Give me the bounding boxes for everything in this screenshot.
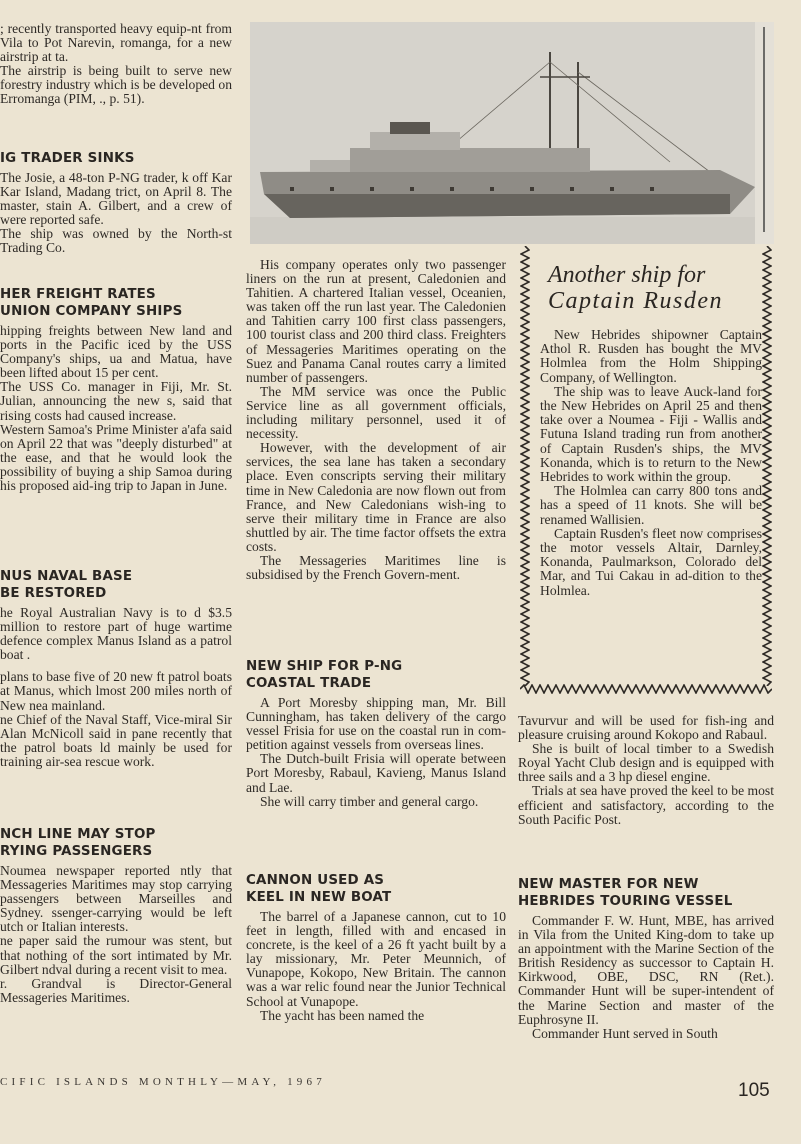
article-naval-base [0,568,232,769]
paragraph: hipping freights between New land and ports in the Pacific iced by the USS Company's ships, ua and Matua, have been lifted about 15 per cent. [0,323,232,381]
article-airstrip-intro [0,22,232,107]
article-heading: HER FREIGHT RATES [0,287,156,302]
article-cannon-continued [518,714,774,827]
article-heading: KEEL IN NEW BOAT [246,890,392,905]
paragraph: His company operates only two passenger liners on the run at present, Caledonien and Tahitien. A chartered Italian vessel, Oceanien, was taken off the run last year. The Caledonien and Tahitien carry 100 first class passengers, 100 tourist class and 200 third class. Freighters of Messageries Maritimes operating on the Suez and Panama Canal routes carry a limited number of passengers. [246,257,506,385]
paragraph: Trials at sea have proved the keel to be most efficient and satisfactory, according to the South Pacific Post. [518,783,774,827]
ship-photo [250,22,774,244]
article-heading: CANNON USED AS [246,873,385,888]
paragraph: The ship was owned by the North-st Trading Co. [0,226,232,256]
paragraph: he Royal Australian Navy is to d $3.5 million to restore part of huge wartime defence complex Manus Island as a patrol boat . [0,605,232,663]
paragraph: However, with the development of air services, the sea lane has taken a secondary place. Even conscripts serving their military time in New Caledonia are now flown out from France, and New Caledonians wish-ing to serve their military time in France are also shuttled by air. The time factor offsets the extra costs. [246,440,506,554]
paragraph: The MM service was once the Public Service line as all government officials, including military personnel, used it of necessity. [246,383,506,442]
paragraph: She will carry timber and general cargo. [260,793,479,809]
paragraph: ; recently transported heavy equip-nt from Vila to Pot Narevin, romanga, for a new airstrip at ta. [0,21,232,65]
paragraph: The barrel of a Japanese cannon, cut to 10 feet in length, filled with and encased in concrete, is the keel of a 26 ft yacht built by a lay missionary, Mr. Peter Meunnich, of Vunapope, Kokopo, New Britain. The cannon was a war relic found near the Junior Technical School at Vunapope. [246,909,506,1009]
zigzag-border-right [762,246,772,686]
page-footer: CIFIC ISLANDS MONTHLY—MAY, 1967 [0,1076,326,1088]
paragraph: The yacht has been named the [260,1007,425,1023]
article-heading: IG TRADER SINKS [0,151,135,166]
boxed-article-title [548,262,762,314]
paragraph: A Port Moresby shipping man, Mr. Bill Cunningham, has taken delivery of the cargo vessel Frisia for use on the coastal run in com-petition against vessels from overseas lines. [246,695,506,753]
paragraph: New Hebrides shipowner Captain Athol R. Rusden has bought the MV Holmlea from the Holm Shipping Company, of Wellington. [540,327,762,385]
title-line: Captain Rusden [548,288,723,314]
article-heading: HEBRIDES TOURING VESSEL [518,894,733,909]
paragraph: Commander Hunt served in South [532,1025,718,1041]
paragraph: The Holmlea can carry 800 tons and has a speed of 11 knots. She will be renamed Wallisien. [540,483,762,527]
article-heading: BE RESTORED [0,586,107,601]
page-number: 105 [738,1080,770,1101]
article-new-master [518,876,774,1041]
paragraph: Commander F. W. Hunt, MBE, has arrived in Vila from the United King-dom to take up an appointment with the Marine Section of the British Residency as successor to Captain H. Kirkwood, OBE, DSC, RN (Ret.). Commander Hunt will be super-intendent of the Marine Section and master of the Euphrosyne II. [518,913,774,1027]
paragraph: r. Grandval is Director-General Messageries Maritimes. [0,975,232,1005]
article-heading: NUS NAVAL BASE [0,569,133,584]
paragraph: Tavurvur and will be used for fish-ing and pleasure cruising around Kokopo and Rabaul. [518,713,774,743]
paragraph: ne paper said the rumour was stent, but that nothing of the sort intimated by Mr. Gilbert ndval during a recent visit to mea. [0,933,232,977]
paragraph: The Josie, a 48-ton P-NG trader, k off Kar Kar Island, Madang trict, on April 8. The master, stain A. Gilbert, and a crew of were reported safe. [0,170,232,228]
paragraph: The USS Co. manager in Fiji, Mr. St. Julian, announcing the new s, said that rising costs had caused increase. [0,379,232,423]
article-trader-sinks [0,150,232,256]
article-messageries-continued [246,258,506,582]
article-heading: NEW MASTER FOR NEW [518,877,699,892]
paragraph: Western Samoa's Prime Minister a'afa said on April 22 that was "deeply disturbed" at the ease, and that he would look the possibility of buying a ship Samoa during his proposed aid-ing trip to Japan in June. [0,421,232,494]
article-new-ship-png [246,658,506,809]
paragraph: Noumea newspaper reported ntly that Messageries Maritimes may stop carrying passengers between Marseilles and Sydney. ssenger-carrying would be left utch or Italian interests. [0,863,232,935]
paragraph: Captain Rusden's fleet now comprises the motor vessels Altair, Darnley, Konanda, Paulmarkson, Colorado del Mar, and Tui Cakau in ad-dition to the Holmlea. [540,525,762,598]
zigzag-border-left [520,246,530,686]
paragraph: The airstrip is being built to serve new forestry industry which is be developed on Erromanga (PIM, ., p. 51). [0,63,232,107]
zigzag-border-bottom [520,684,772,694]
paragraph: The Messageries Maritimes line is subsidised by the French Govern-ment. [246,552,506,583]
article-passengers [0,826,232,1005]
article-freight-rates [0,286,232,493]
paragraph: The Dutch-built Frisia will operate between Port Moresby, Rabaul, Kavieng, Manus Island and Lae. [246,751,506,795]
title-line: Another ship for [548,262,706,288]
paragraph: She is built of local timber to a Swedish Royal Yacht Club design and is equipped with three sails and a 3 hp diesel engine. [518,741,774,785]
article-heading: NEW SHIP FOR P-NG [246,659,403,674]
article-heading: UNION COMPANY SHIPS [0,304,183,319]
article-cannon-keel [246,872,506,1023]
article-heading: RYING PASSENGERS [0,844,153,859]
ship-illustration [250,22,774,244]
article-heading: NCH LINE MAY STOP [0,827,156,842]
paragraph: The ship was to leave Auck-land for the New Hebrides on April 25 and then take over a Noumea - Fiji - Wallis and Futuna Island trading run from another of Captain Rusden's ships, the MV Konanda, which is to return to the New Hebrides to work within the group. [540,383,762,485]
paragraph: plans to base five of 20 new ft patrol boats at Manus, which lmost 200 miles north of New nea mainland. [0,669,232,713]
paragraph: ne Chief of the Naval Staff, Vice-miral Sir Alan McNicoll said in pane recently that the patrol boats ld mainly be used for training air-sea rescue work. [0,711,232,769]
article-heading: COASTAL TRADE [246,676,372,691]
boxed-article-rusden [520,246,772,696]
